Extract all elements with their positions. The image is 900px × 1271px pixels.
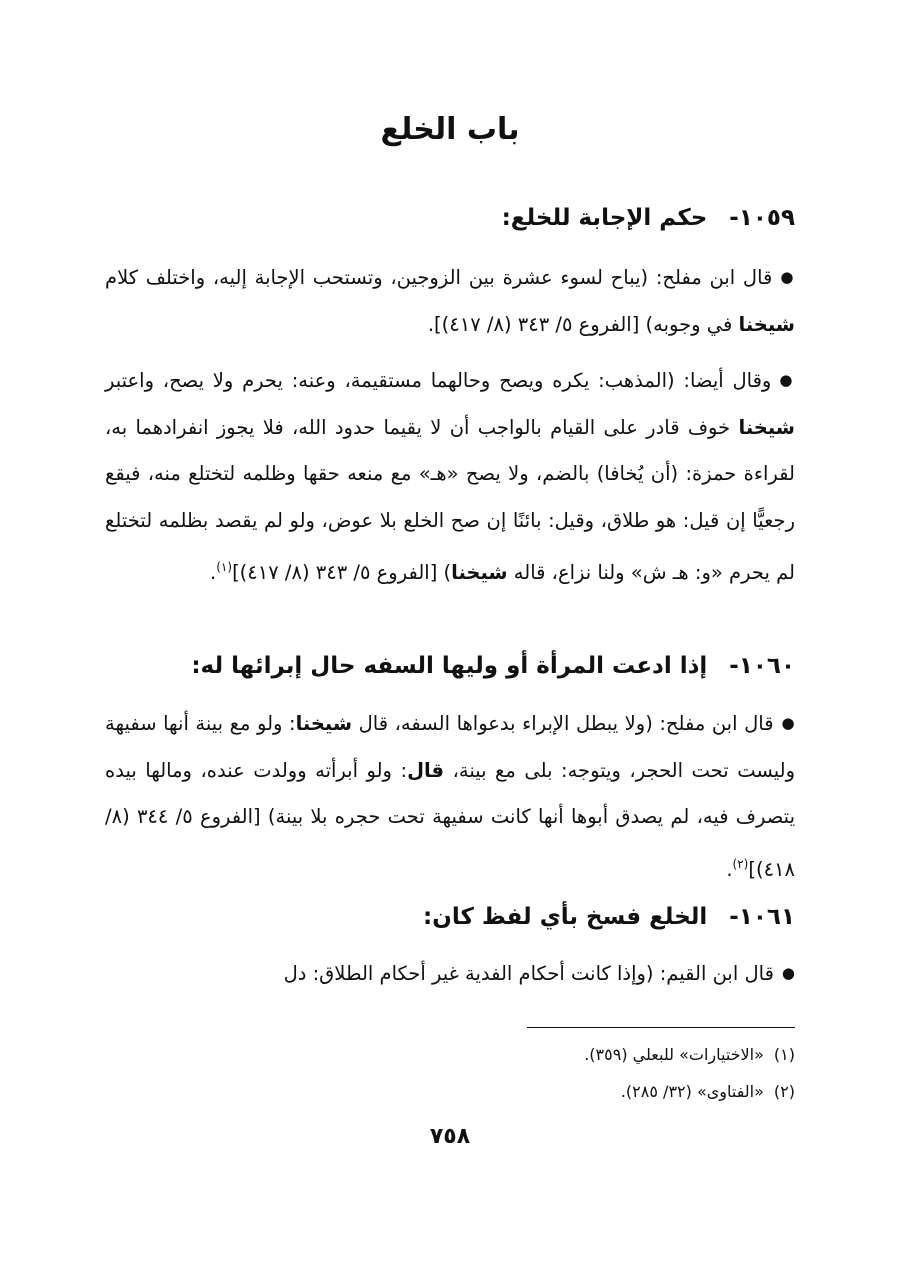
page-number: ٧٥٨ (429, 1124, 471, 1149)
section-title: الخلع فسخ بأي لفظ كان: (423, 904, 708, 930)
bullet-icon: ● (779, 371, 795, 389)
book-page (105, 0, 795, 1271)
text-run: : ولو أبرأته وولدت عنده، ومالها بيده يتصرف فيه، لم يصدق أبوها أنها كانت سفيهة تحت حجره بلا بينة) [الفروع ٥/ ٣٤٤ (٨/ ٤١٨)] (105, 758, 795, 881)
emphasized-text: شيخنا (451, 561, 508, 584)
text-run: في وجوبه) [الفروع ٥/ ٣٤٣ (٨/ ٤١٧)]. (427, 312, 739, 336)
emphasized-text: شيخنا (738, 312, 795, 336)
section-number: ١٠٥٩- (729, 205, 795, 231)
footnote (621, 1080, 795, 1104)
footnote-separator (527, 1027, 795, 1028)
emphasized-text: قال (407, 758, 445, 782)
paragraph (105, 700, 795, 893)
emphasized-text: شيخنا (295, 712, 353, 735)
emphasized-text: شيخنا (738, 415, 795, 439)
section-title: حكم الإجابة للخلع: (501, 205, 708, 231)
text-run: خوف قادر على القيام بالواجب أن لا يقيما حدود الله، فلا يجوز انفرادهما به، لقراءة حمزة: (أن يُخافا) بالضم، ولا يصح «هـ» مع منعه حقها وظلمه لتختلع منه، فيقع رجعيًّا إن قيل: هو طلاق، وقيل: بائنًا إن صح الخلع بلا عوض، ولو لم يقصد بظلمه لتختلع لم يحرم «و: هـ ش» ولنا نزاع، قاله (105, 415, 795, 584)
text-run: . (210, 561, 217, 584)
footnote-reference: (٢) (732, 856, 749, 871)
footnote-text: «الاختيارات» للبعلي (٣٥٩). (584, 1045, 764, 1064)
footnote-marker: (٢) (773, 1082, 795, 1101)
bullet-icon: ● (781, 714, 795, 732)
paragraph (105, 254, 795, 348)
section-heading (105, 646, 795, 686)
text-run: قال ابن مفلح: (ولا يبطل الإبراء بدعواها السفه، قال (352, 712, 774, 735)
section-number: ١٠٦١- (729, 904, 795, 930)
bullet-icon: ● (780, 268, 796, 286)
text-run: . (726, 857, 733, 881)
chapter-title: باب الخلع (380, 112, 520, 147)
text-run: وقال أيضا: (المذهب: يكره ويصح وحالهما مستقيمة، وعنه: يحرم ولا يصح، واعتبر (105, 369, 772, 392)
text-run: : ولو مع بينة أنها سفيهة وليست تحت الحجر، ويتوجه: بلى مع بينة، (105, 712, 795, 782)
footnote-text: «الفتاوى» (٣٢/ ٢٨٥). (620, 1082, 764, 1101)
text-run: ) [الفروع ٥/ ٣٤٣ (٨/ ٤١٧)] (232, 561, 452, 584)
bullet-icon: ● (781, 964, 795, 982)
footnote-reference: (١) (216, 560, 233, 574)
section-heading (105, 198, 795, 238)
footnote (584, 1043, 795, 1067)
text-run: قال ابن القيم: (وإذا كانت أحكام الفدية غير أحكام الطلاق: دل (283, 962, 774, 985)
text-run: قال ابن مفلح: (يباح لسوء عشرة بين الزوجين، وتستحب الإجابة إليه، واختلف كلام (105, 266, 773, 289)
footnote-marker: (١) (773, 1045, 795, 1064)
section-title: إذا ادعت المرأة أو وليها السفه حال إبرائها له: (191, 653, 708, 679)
section-number: ١٠٦٠- (729, 653, 795, 679)
section-heading (105, 897, 795, 937)
paragraph (105, 357, 795, 597)
paragraph (105, 950, 795, 998)
